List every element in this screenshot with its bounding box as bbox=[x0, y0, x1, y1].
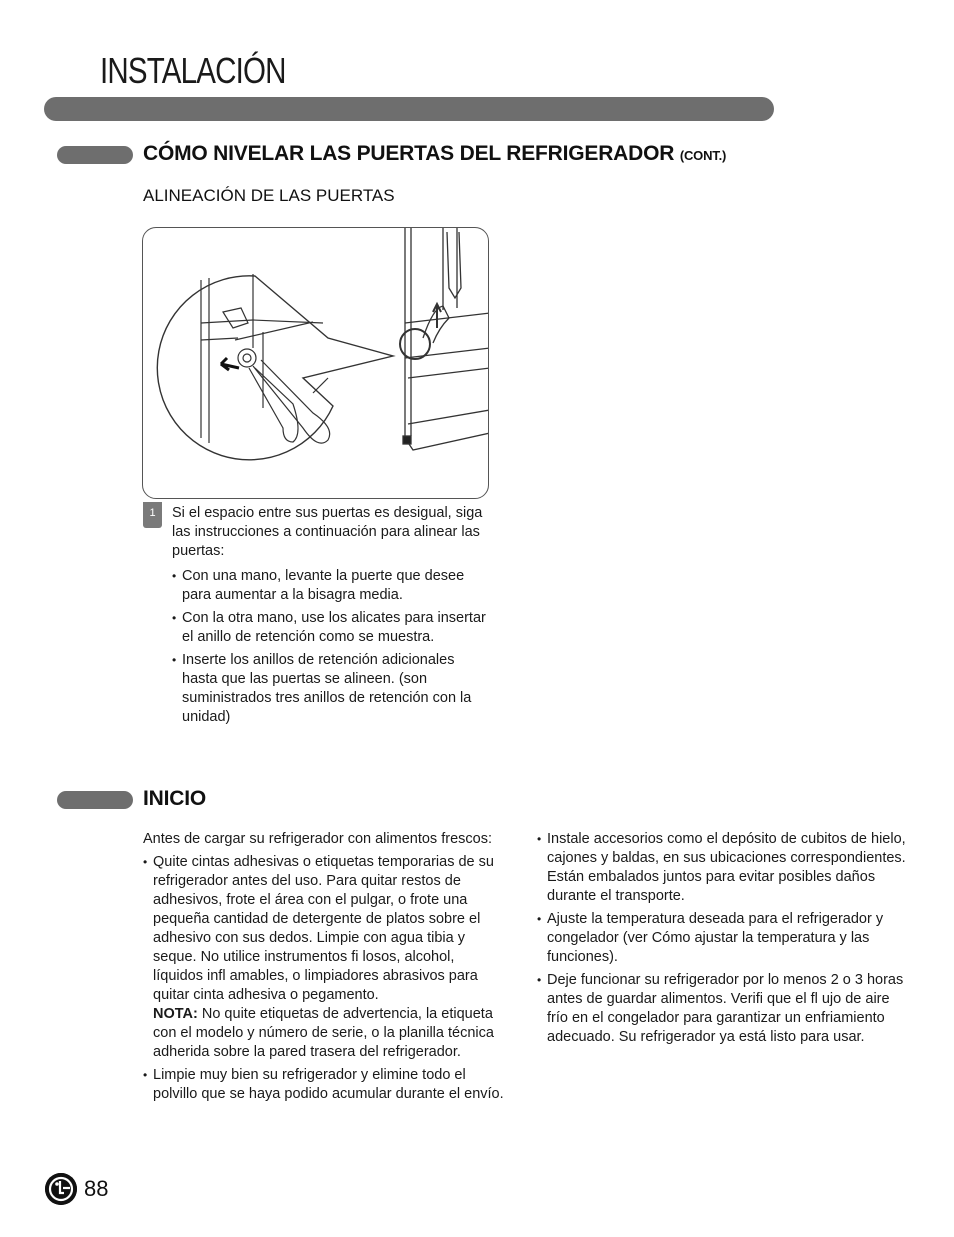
inicio-intro: Antes de cargar su refrigerador con alimentos frescos: bbox=[143, 831, 492, 847]
step-number-badge: 1 bbox=[143, 502, 162, 528]
heading-text: CÓMO NIVELAR LAS PUERTAS DEL REFRIGERADOR bbox=[143, 142, 675, 165]
illustration-svg bbox=[143, 228, 489, 499]
header-bar bbox=[44, 97, 774, 121]
list-item: • Con la otra mano, use los alicates para insertar el anillo de retención como se muestra. bbox=[172, 609, 492, 647]
lg-logo-icon bbox=[45, 1173, 77, 1205]
section-heading-door-leveling bbox=[143, 142, 726, 166]
list-item: • Con una mano, levante la puerte que desee para aumentar a la bisagra media. bbox=[172, 567, 492, 605]
list-item: • Limpie muy bien su refrigerador y elimine todo el polvillo que se haya podido acumular durante el envío. bbox=[143, 1066, 508, 1104]
inicio-right-bullets bbox=[537, 830, 907, 1047]
step-bullet-list bbox=[172, 563, 492, 727]
door-alignment-illustration bbox=[142, 227, 489, 499]
page-title: INSTALACIÓN bbox=[100, 50, 286, 91]
heading-cont: (CONT.) bbox=[679, 148, 727, 163]
section-heading-inicio: INICIO bbox=[143, 787, 206, 810]
section-marker bbox=[57, 146, 133, 164]
list-item: • Ajuste la temperatura deseada para el refrigerador y congelador (ver Cómo ajustar la temperatura y las funciones). bbox=[537, 910, 907, 967]
list-item: • Deje funcionar su refrigerador por lo menos 2 o 3 horas antes de guardar alimentos. Verifi que el fl ujo de aire frío en el congelador para garantizar un enfriamiento adecuado. Su refrigerador ya está listo para usar. bbox=[537, 971, 907, 1047]
page-number: 88 bbox=[84, 1176, 109, 1201]
list-item bbox=[143, 853, 508, 1062]
subheading-door-alignment: ALINEACIÓN DE LAS PUERTAS bbox=[143, 186, 395, 205]
inicio-right-column bbox=[537, 830, 907, 1047]
note-text: No quite etiquetas de advertencia, la etiqueta con el modelo y número de serie, o la planilla técnica adherida sobre la pared trasera del refrigerador. bbox=[153, 1006, 494, 1060]
section-marker bbox=[57, 791, 133, 809]
lg-logo-svg bbox=[45, 1173, 77, 1205]
step-intro-text: Si el espacio entre sus puertas es desigual, siga las instrucciones a continuación para alinear las puertas: bbox=[172, 505, 483, 559]
inicio-left-column bbox=[143, 830, 508, 1104]
list-item: • Instale accesorios como el depósito de cubitos de hielo, cajones y baldas, en sus ubicaciones correspondientes. Están embalados juntos para evitar posibles daños durante el transporte. bbox=[537, 830, 907, 906]
note-label: NOTA: bbox=[153, 1006, 198, 1022]
inicio-left-bullets bbox=[143, 853, 508, 1104]
bullet-text: Quite cintas adhesivas o etiquetas temporarias de su refrigerador antes del uso. Para quitar restos de adhesivos, frote el área con el pulgar, o frote una pequeña cantidad de detergente de platos sobre el adhesivo con sus dedos. Limpie con agua tibia y seque. No utilice instrumentos fi losos, alcohol, líquidos infl amables, o limpiadores abrasivos para quitar cinta adhesiva o pegamento. bbox=[153, 854, 494, 1003]
list-item: • Inserte los anillos de retención adicionales hasta que las puertas se alineen. (son suministrados tres anillos de retención con la unidad) bbox=[172, 651, 492, 727]
